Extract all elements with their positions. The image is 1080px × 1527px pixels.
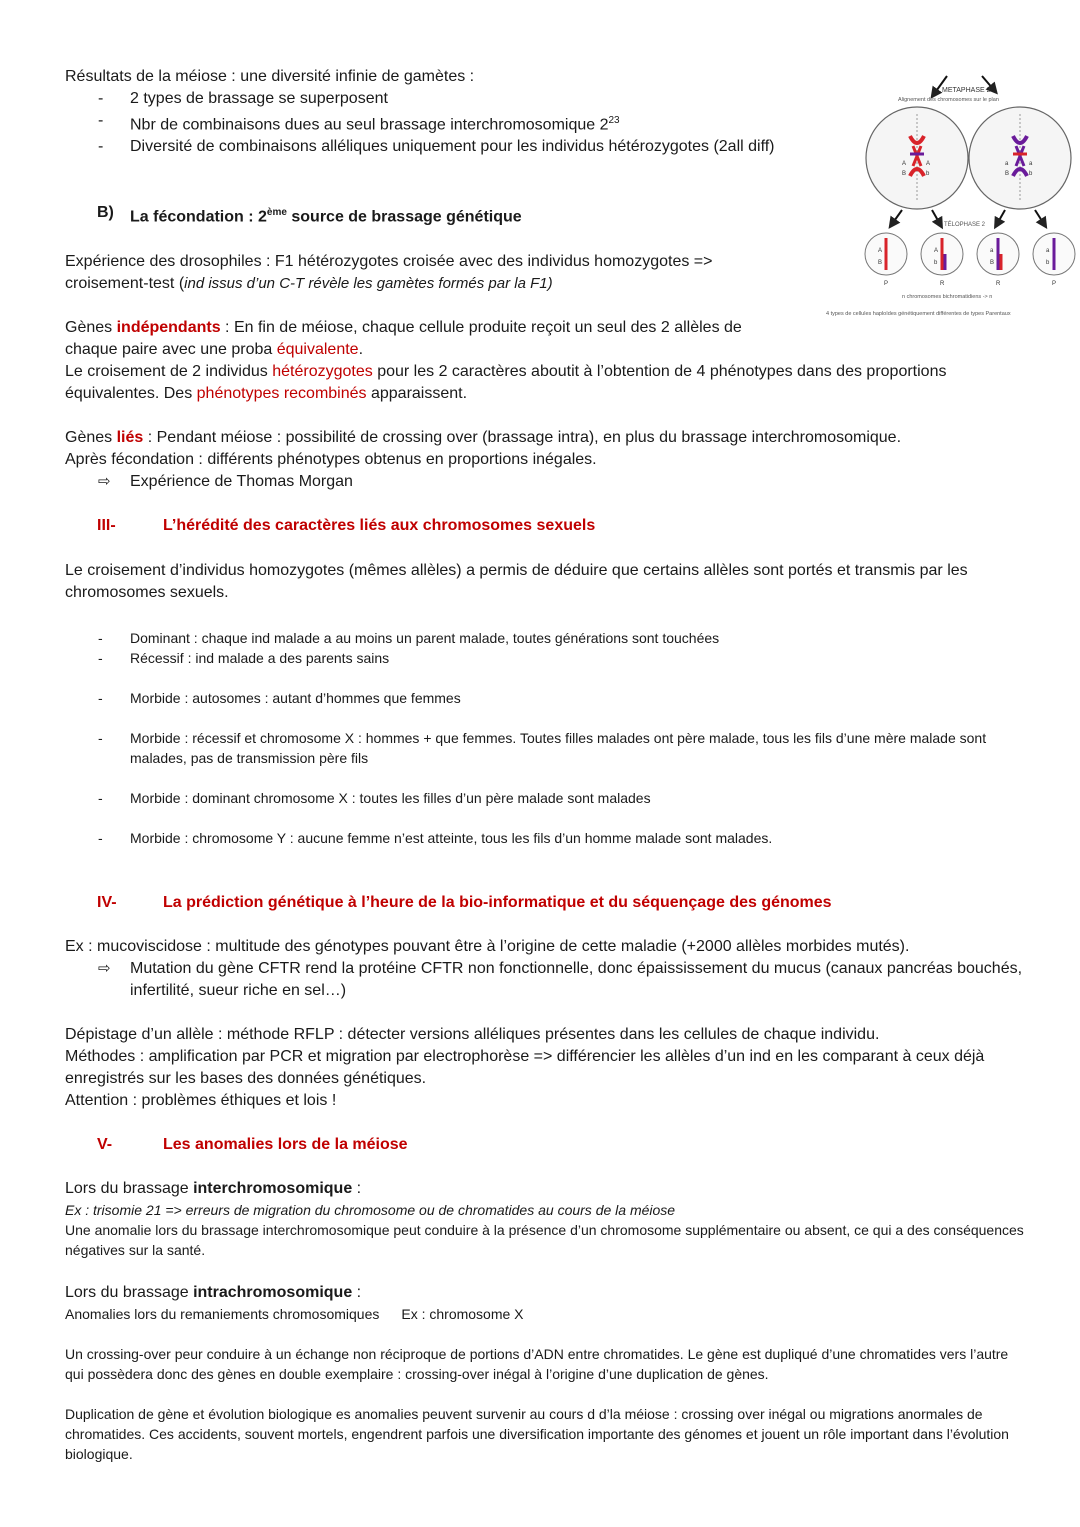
svg-text:a: a xyxy=(1005,161,1009,167)
list-item: - Diversité de combinaisons alléliques uniquement pour les individus hétérozygotes (2all diff) xyxy=(65,136,1025,158)
document-body xyxy=(65,66,1025,1464)
svg-text:A: A xyxy=(934,248,939,254)
list-item: - Récessif : ind malade a des parents sains xyxy=(65,648,1025,668)
svg-text:B: B xyxy=(902,171,907,177)
morgan-experiment: ⇨ Expérience de Thomas Morgan xyxy=(65,471,1025,493)
intrachromosomal-title: Lors du brassage intrachromosomique : xyxy=(65,1283,362,1301)
cftr-mutation: ⇨ Mutation du gène CFTR rend la protéine CFTR non fonctionnelle, donc épaississement du mucus (canaux pancréas bouchés, infertilité, sueur riche en sel…) xyxy=(98,959,1023,999)
svg-text:A: A xyxy=(926,161,931,167)
list-item: - Nbr de combinaisons dues au seul brassage interchromosomique $2^{23}$ xyxy=(65,110,1025,136)
list-item: - Morbide : récessif et chromosome X : hommes + que femmes. Toutes filles malades ont père malade, tous les fils d’une mère malade sont malades, pas de transmission père fils xyxy=(65,728,1025,768)
figure-caption: 4 types de cellules haploïdes génétiquement différentes de types Parentaux xyxy=(826,311,1011,317)
section-b-heading: B) La fécondation : 2ème source de brassage génétique xyxy=(97,204,522,226)
svg-text:a: a xyxy=(990,248,994,254)
svg-text:A: A xyxy=(902,161,907,167)
trisomy-example: Ex : trisomie 21 => erreurs de migration du chromosome ou de chromatides au cours de la méiose xyxy=(65,1201,676,1218)
results-bullets xyxy=(65,88,1025,158)
arrow-right-icon: ⇨ xyxy=(98,472,111,490)
alignment-label: Alignement des chromosomes sur le plan xyxy=(898,97,999,103)
chromatids-label: n chromosomes bichromatidiens -> n xyxy=(902,294,993,300)
mucoviscidose-example: Ex : mucoviscidose : multitude des génotypes pouvant être à l’origine de cette maladie (+2000 allèles morbides mutés). xyxy=(65,937,910,955)
drosophila-experiment: Expérience des drosophiles : F1 hétérozygotes croisée avec des individus homozygotes => croisement-test (ind issus d’un C-T révèle les gamètes formés par la F1) xyxy=(65,252,713,292)
svg-text:R: R xyxy=(940,281,945,287)
intrachromosomal-line: Anomalies lors du remaniements chromosomiques Ex : chromosome X xyxy=(65,1305,524,1322)
telophase-label: TÉLOPHASE 2 xyxy=(944,222,986,228)
svg-text:b: b xyxy=(1046,260,1050,266)
svg-text:B: B xyxy=(878,260,883,266)
independent-genes-paragraph: Gènes indépendants : En fin de méiose, chaque cellule produite reçoit un seul des 2 allèles de chaque paire avec une proba équivalente. Le croisement de 2 individus hétérozygotes pour les 2 caractères aboutit à l’obtention de 4 phénotypes dans des proportions équivalentes. Des phénotypes recombinés apparaissent. xyxy=(65,318,947,402)
rflp-paragraph: Dépistage d’un allèle : méthode RFLP : détecter versions alléliques présentes dans les cellules de chaque individu. xyxy=(65,1025,880,1043)
gene-duplication-paragraph: Duplication de gène et évolution biologique es anomalies peuvent survenir au cours d d’la méiose : crossing over inégal ou migrations anormales de chromatides. Ces accidents, souvent mortels, engendrent parfois une diversification importante des génomes et jouent un rôle important dans l’évolution biologique. xyxy=(65,1405,1009,1462)
list-item: - Morbide : dominant chromosome X : toutes les filles d’un père malade sont malades xyxy=(65,788,1025,808)
section-5-heading: V- Les anomalies lors de la méiose xyxy=(97,1135,408,1153)
results-title: Résultats de la méiose : une diversité infinie de gamètes : xyxy=(65,68,475,85)
linked-genes-paragraph: Gènes liés : Pendant méiose : possibilité de crossing over (brassage intra), en plus du brassage interchromosomique. Après fécondation : différents phénotypes obtenus en proportions inégales. xyxy=(65,428,902,468)
ethics-note: Attention : problèmes éthiques et lois ! xyxy=(65,1091,337,1109)
section-4-heading: IV- La prédiction génétique à l’heure de la bio-informatique et du séquençage des génomes xyxy=(97,893,832,911)
svg-text:A: A xyxy=(878,248,883,254)
list-item: - Morbide : autosomes : autant d’hommes que femmes xyxy=(65,688,1025,708)
svg-text:R: R xyxy=(996,281,1001,287)
list-item: - Dominant : chaque ind malade a au moins un parent malade, toutes générations sont touchées xyxy=(65,628,1025,648)
arrow-right-icon: ⇨ xyxy=(98,959,111,977)
pcr-paragraph: Méthodes : amplification par PCR et migration par electrophorèse => différencier les allèles d’un ind en les comparant à ceux déjà enregistrés sur les bases des données génétiques. xyxy=(65,1047,985,1087)
metaphase-label: METAPHASE 2 xyxy=(942,87,991,94)
svg-text:b: b xyxy=(934,260,938,266)
interchromosomal-title: Lors du brassage interchromosomique : xyxy=(65,1179,362,1197)
interchromosomal-paragraph: Une anomalie lors du brassage interchromosomique peut conduire à la présence d’un chromosome supplémentaire ou absent, ce qui a des conséquences négatives sur la santé. xyxy=(65,1221,1024,1258)
crossing-over-paragraph: Un crossing-over peur conduire à un échange non réciproque de portions d’ADN entre chromatides. Le gène est dupliqué d’une chromatides vers l’autre qui possèdera donc des gènes en double exemplaire : crossing-over inégal à l’origine d’une duplication de gènes. xyxy=(65,1345,1009,1382)
list-item: - Morbide : chromosome Y : aucune femme n’est atteinte, tous les fils d’un homme malade sont malades. xyxy=(65,828,1025,848)
svg-text:P: P xyxy=(1052,281,1057,287)
svg-text:b: b xyxy=(1029,171,1033,177)
svg-text:b: b xyxy=(926,171,930,177)
svg-text:a: a xyxy=(1029,161,1033,167)
heredity-bullets xyxy=(65,628,1025,848)
section-3-heading: III- L’hérédité des caractères liés aux chromosomes sexuels xyxy=(97,516,596,534)
list-item: - 2 types de brassage se superposent xyxy=(65,88,1025,110)
section-3-intro: Le croisement d’individus homozygotes (mêmes allèles) a permis de déduire que certains allèles sont portés et transmis par les chromosomes sexuels. xyxy=(65,561,968,601)
svg-text:B: B xyxy=(990,260,995,266)
svg-text:B: B xyxy=(1005,171,1010,177)
svg-text:a: a xyxy=(1046,248,1050,254)
svg-text:P: P xyxy=(884,281,889,287)
